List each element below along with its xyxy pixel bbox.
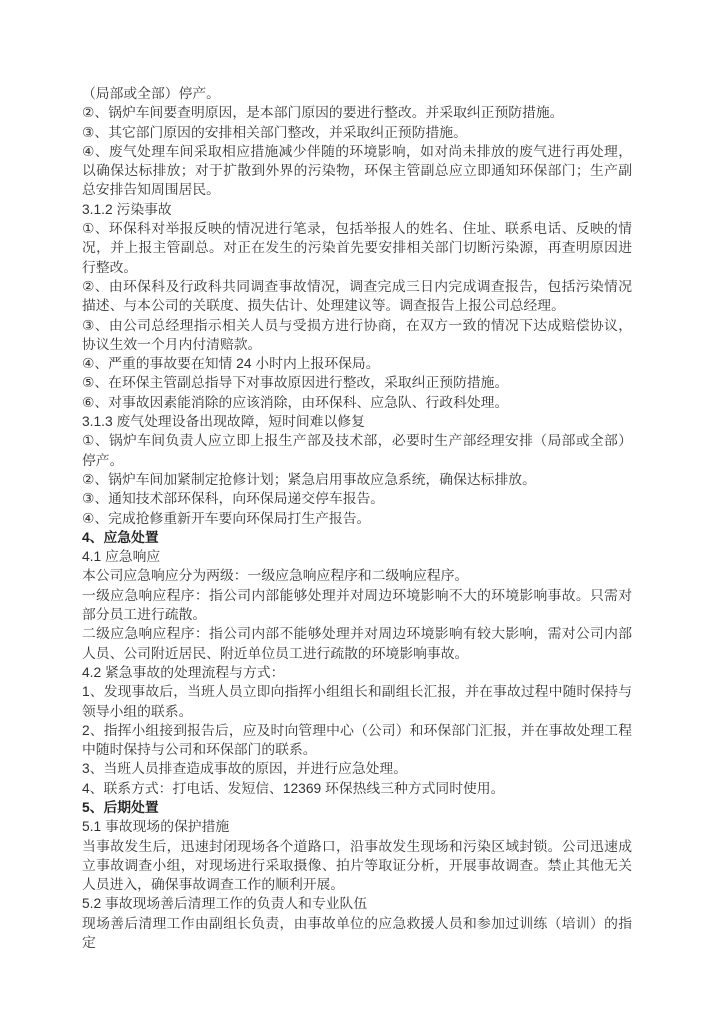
list-item-circled-1-report-record: ①、环保科对举报反映的情况进行笔录，包括举报人的姓名、住址、联系电话、反映的情况，并上报主管副总。对正在发生的污染首先要安排相关部门切断污染源，再查明原因进行整改。	[82, 221, 632, 275]
list-item-circled-4-restart-report: ④、完成抢修重新开车要向环保局打生产报告。	[82, 510, 371, 526]
heading-5-1-scene-protection: 5.1 事故现场的保护措施	[82, 819, 230, 835]
list-item-circled-5-rectification: ⑤、在环保主管副总指导下对事故原因进行整改，采取纠正预防措施。	[82, 375, 509, 391]
list-item-circled-2-boiler-cause: ②、锅炉车间要查明原因，是本部门原因的要进行整改。并采取纠正预防措施。	[82, 105, 564, 121]
list-item-circled-6-eliminate-factors: ⑥、对事故因素能消除的应该消除，由环保科、应急队、行政科处理。	[82, 394, 509, 410]
paragraph-level-2-response: 二级应急响应程序：指公司内部不能够处理并对周边环境影响有较大影响，需对公司内部人员、公司附近居民、附近单位员工进行疏散的环境影响事故。	[82, 626, 632, 661]
list-item-circled-3-shutdown-report: ③、通知技术部环保科，向环保局递交停车报告。	[82, 491, 385, 507]
paragraph-cleanup-leadership: 现场善后清理工作由副组长负责，由事故单位的应急救援人员和参加过训练（培训）的指定	[82, 915, 632, 951]
list-item-2-report-to-center: 2、指挥小组接到报告后，应及时向管理中心（公司）和环保部门汇报，并在事故处理工程中随时保持与公司和环保部门的联系。	[82, 722, 632, 758]
paragraph-two-level-response: 本公司应急响应分为两级：一级应急响应程序和二级响应程序。	[82, 568, 469, 584]
heading-5-post-disposal: 5、后期处置	[82, 799, 159, 815]
heading-4-emergency-disposal: 4、应急处置	[82, 529, 159, 545]
list-item-1-report-to-leaders: 1、发现事故后，当班人员立即向指挥小组组长和副组长汇报，并在事故过程中随时保持与领导小组的联系。	[82, 684, 632, 719]
heading-4-2-process-and-methods: 4.2 紧急事故的处理流程与方式：	[82, 664, 285, 680]
list-item-circled-1-boiler-report: ①、锅炉车间负责人应立即上报生产部及技术部，必要时生产部经理安排（局部或全部）停产。	[82, 433, 632, 468]
heading-3-1-2-pollution-accident: 3.1.2 污染事故	[82, 201, 172, 217]
list-item-circled-4-report-24h: ④、严重的事故要在知情 24 小时内上报环保局。	[82, 356, 380, 372]
paragraph-scene-lockdown: 当事故发生后，迅速封闭现场各个道路口，沿事故发生现场和污染区域封锁。公司迅速成立事故调查小组，对现场进行采取摄像、拍片等取证分析，开展事故调查。禁止其他无关人员进入，确保事故调查工作的顺利开展。	[82, 838, 632, 893]
list-item-circled-2-repair-plan: ②、锅炉车间加紧制定抢修计划；紧急启用事故应急系统，确保达标排放。	[82, 471, 536, 487]
heading-4-1-emergency-response: 4.1 应急响应	[82, 549, 161, 565]
list-item-3-investigate-cause: 3、当班人员排查造成事故的原因，并进行应急处理。	[82, 761, 407, 777]
paragraph-level-1-response: 一级应急响应程序：指公司内部能够处理并对周边环境影响不大的环境影响事故。只需对部分员工进行疏散。	[82, 587, 632, 623]
paragraph-continuation-stop-production: （局部或全部）停产。	[82, 86, 220, 101]
heading-5-2-cleanup-responsibles: 5.2 事故现场善后清理工作的负责人和专业队伍	[82, 896, 368, 912]
list-item-circled-2-joint-investigation: ②、由环保科及行政科共同调查事故情况，调查完成三日内完成调查报告，包括污染情况描述、与本公司的关联度、损失估计、处理建议等。调查报告上报公司总经理。	[82, 278, 632, 314]
list-item-circled-3-other-departments: ③、其它部门原因的安排相关部门整改，并采取纠正预防措施。	[82, 124, 467, 140]
list-item-circled-4-waste-gas-measures: ④、废气处理车间采取相应措施减少伴随的环境影响，如对尚未排放的废气进行再处理，以确保达标排放；对于扩散到外界的污染物，环保主管副总应立即通知环保部门；生产副总安排告知周围居民。	[82, 143, 632, 198]
list-item-circled-3-compensation-negotiation: ③、由公司总经理指示相关人员与受损方进行协商，在双方一致的情况下达成赔偿协议，协议生效一个月内付清赔款。	[82, 317, 632, 352]
list-item-4-contact-methods: 4、联系方式：打电话、发短信、12369 环保热线三种方式同时使用。	[82, 780, 505, 796]
heading-3-1-3-equipment-failure: 3.1.3 废气处理设备出现故障，短时间难以修复	[82, 414, 365, 430]
